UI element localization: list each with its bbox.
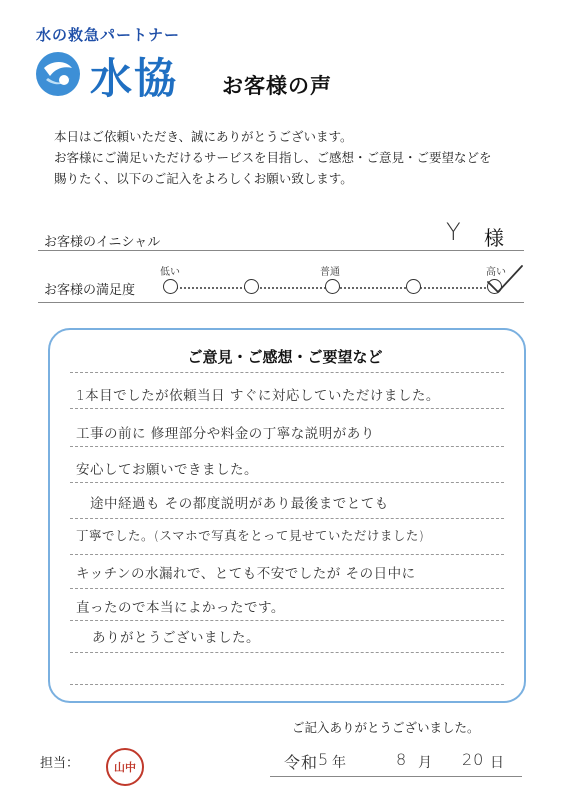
page-title: お客様の声 <box>222 74 332 98</box>
initial-underline <box>38 250 524 251</box>
comment-rule <box>70 554 504 555</box>
date-era: 令和 <box>284 753 319 772</box>
intro-line: 本日はご依頼いただき、誠にありがとうございます。 <box>54 129 353 144</box>
intro-line: お客様にご満足いただけるサービスを目指し、ご感想・ご意見・ご要望などを <box>54 150 492 165</box>
intro-line: 賜りたく、以下のご記入をよろしくお願い致します。 <box>54 171 353 186</box>
water-drop-logo-icon <box>34 50 82 98</box>
satisfaction-option-3[interactable] <box>325 279 340 294</box>
date-month: 8 <box>396 750 408 769</box>
comment-line: 1本目でしたが依頼当日 すぐに対応していただけました。 <box>76 388 440 404</box>
thanks-message: ご記入ありがとうございました。 <box>292 720 480 735</box>
date-underline <box>270 776 522 777</box>
comment-rule <box>70 652 504 653</box>
intro-text <box>54 126 534 189</box>
satisfaction-option-4[interactable] <box>406 279 421 294</box>
initial-value[interactable]: Y <box>446 218 462 246</box>
checkmark-icon <box>484 262 524 296</box>
comment-line: 丁寧でした。(スマホで写真をとって見せていただけました) <box>76 528 425 543</box>
date-year: 5 <box>318 750 330 769</box>
satisfaction-label: お客様の満足度 <box>44 283 136 298</box>
brand-logo-text: 水協 <box>90 54 179 103</box>
comment-line: 安心してお願いできました。 <box>76 462 258 478</box>
brand-tagline: 水の救急パートナー <box>36 26 181 44</box>
comment-line: キッチンの水漏れで、とても不安でしたが その日中に <box>76 566 416 582</box>
comment-line: ありがとうございました。 <box>92 630 260 646</box>
date-day-unit: 日 <box>490 755 504 771</box>
scale-mid-label: 普通 <box>320 267 340 278</box>
comment-rule <box>70 408 504 409</box>
scale-high-label: 高い <box>486 267 506 278</box>
comment-rule <box>70 684 504 685</box>
comment-rule <box>70 588 504 589</box>
comment-line: 途中経過も その都度説明があり最後までとても <box>90 496 389 512</box>
comment-rule <box>70 620 504 621</box>
comment-rule <box>70 372 504 373</box>
satisfaction-underline <box>38 302 524 303</box>
date-day: 20 <box>462 750 485 769</box>
comment-rule <box>70 482 504 483</box>
staff-seal-stamp: 山中 <box>106 748 144 786</box>
scale-low-label: 低い <box>160 267 180 278</box>
honorific-suffix: 様 <box>484 226 504 250</box>
satisfaction-option-1[interactable] <box>163 279 178 294</box>
date-year-unit: 年 <box>332 755 346 771</box>
comment-line: 工事の前に 修理部分や料金の丁寧な説明があり <box>76 426 375 442</box>
initial-label: お客様のイニシャル <box>44 235 161 250</box>
satisfaction-option-2[interactable] <box>244 279 259 294</box>
date-month-unit: 月 <box>418 755 432 771</box>
staff-label: 担当： <box>40 756 80 771</box>
comment-rule <box>70 518 504 519</box>
comment-box-title: ご意見・ご感想・ご要望など <box>187 348 383 366</box>
comment-rule <box>70 446 504 447</box>
comment-line: 直ったので本当によかったです。 <box>76 600 285 616</box>
